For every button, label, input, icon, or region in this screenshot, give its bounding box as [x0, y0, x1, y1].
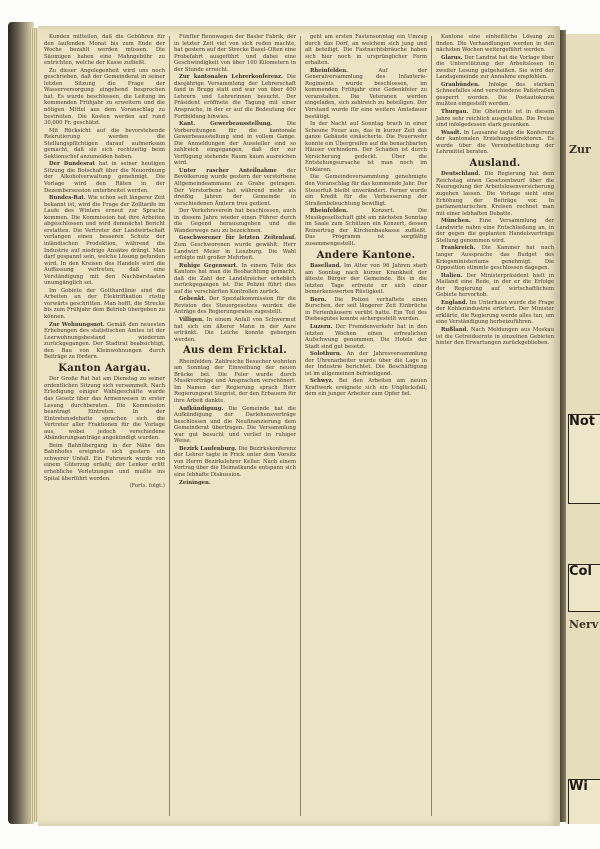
paragraph	[174, 296, 296, 316]
inline-heading: Rheinfelden.	[310, 208, 348, 215]
paragraph	[174, 406, 296, 445]
paragraph	[174, 480, 296, 487]
paragraph	[305, 378, 427, 398]
advertisement-text: Wi	[569, 779, 588, 794]
inline-heading: England.	[441, 299, 468, 306]
inline-heading: Baselland.	[310, 263, 342, 270]
paragraph-text: In einem Teile des Kantons hat man die Beobachtung gemacht, daß die Zahl der Landstreicher erheblich zurückgegangen ist. Die Polizei führt dies auf die verschärften Kontrollen zurück.	[174, 262, 296, 295]
paragraph-text: Infolge des starken Schneefalles sind verschiedene Paßstraßen gesperrt worden. Die Postautokurse mußten eingestellt werden.	[436, 81, 554, 108]
paragraph	[174, 168, 296, 207]
paragraph: Kunden mitteilen, daß die Gebühren für den laufenden Monat bis zum Ende der Woche bezahlt werden müssen. Die Säumigen haben eine Mahngebühr zu entrichten, welche der Kasse zufließt.	[44, 34, 165, 67]
column-rule	[169, 36, 170, 816]
paragraph-text: Wie schon seit längerer Zeit bekannt ist, wird die Frage der Zolltarife im Laufe des Winters erneut zur Sprache kommen. Die Kommission hat ihre Arbeiten abgeschlossen und wird demnächst Bericht erstatten. Die Vertreter der Landwirtschaft verlangen einen besseren Schutz der inländischen Produktion, während die Industrie auf niedrige Ansätze drängt. Man darf gespannt sein, welche Lösung gefunden wird. In den Kreisen des Handels wird die Auffassung vertreten, daß eine Verständigung mit den Nachbarstaaten unumgänglich sei.	[44, 195, 165, 287]
continuation-note: (Forts. folgt.)	[129, 483, 165, 490]
advertisement-box	[568, 414, 600, 504]
inline-heading: Bezirk Laufenburg.	[179, 445, 237, 452]
paragraph	[436, 109, 554, 129]
column-2	[174, 34, 296, 818]
inline-heading: Zeiningen.	[179, 479, 211, 486]
paragraph	[174, 317, 296, 343]
paragraph	[305, 263, 427, 296]
paragraph-text: hat in seiner heutigen Sitzung die Botschaft über die Neuordnung der Alkoholverwaltung genehmigt. Die Vorlage wird den Räten in der Dezembersession unterbreitet werden.	[44, 161, 165, 194]
paragraph	[436, 218, 554, 244]
paragraph: geht am ersten Fastensonntag ein Umzug durch das Dorf, an welchem sich jung und alt beteiligt. Die Fastnachtsbräuche haben sich hier noch in ursprünglicher Form erhalten.	[305, 34, 427, 67]
paragraph-text: Konzert. Die Musikgesellschaft gibt am nächsten Sonntag im Saale zum Schützen ein Konzert, dessen Reinertrag der Kirchenbaukasse zufließt. Das Programm ist sorgfältig zusammengestellt.	[305, 208, 427, 247]
inline-heading: Rheinfelden.	[310, 67, 348, 74]
paragraph: Beim Bahnübergang in der Nähe des Bahnhofes ereignete sich gestern ein schwerer Unfall. Ein Fuhrwerk wurde von einem Güterzug erfaßt; der Lenker erlitt erhebliche Verletzungen und mußte ins Spital überführt werden.	[44, 442, 165, 482]
advertisement-box	[568, 564, 600, 612]
paragraph-text: Der Landrat hat die Vorlage über die Unterstützung der Arbeitslosen in zweiter Lesung gutgeheißen. Sie wird der Landsgemeinde zur Annahme empfohlen.	[436, 54, 554, 81]
inline-heading: Zur Wohnungsnot.	[49, 321, 105, 328]
newspaper-page	[38, 26, 560, 826]
paragraph	[305, 351, 427, 377]
paragraph	[305, 68, 427, 120]
paragraph-text: Zum Geschworenen wurde gewählt: Herr Landwirt Meier in Lenzburg. Die Wahl erfolgte mit großer Mehrheit.	[174, 241, 296, 262]
inline-heading: Zur kantonalen Lehrerkonferenz.	[179, 74, 283, 81]
inline-heading: Luzern.	[310, 323, 333, 330]
inline-heading: Bundes-Rat.	[49, 195, 86, 202]
paragraph	[174, 446, 296, 479]
inline-heading: Italien.	[441, 272, 463, 279]
inline-heading: Ruhige Gegenwart.	[179, 262, 238, 269]
paragraph	[174, 121, 296, 167]
paragraph-text: Eine Versammlung der Landwirte nahm eine Entschließung an, in der gegen die geplanten Handelsverträge Stellung genommen wird.	[436, 218, 554, 244]
paragraph-text: Die diesjährige Versammlung der Lehrerschaft fand in Brugg statt und war von über 400 Lehrern und Lehrerinnen besucht. Der Präsident eröffnete die Tagung mit einer Ansprache, in der er auf die Bedeutung der Fortbildung hinwies.	[174, 74, 296, 120]
paragraph	[436, 327, 554, 347]
paragraph: Der Verkehrsverein hat beschlossen, auch in diesem Jahre wieder einen Führer durch die Gegend herauszugeben und die Wanderwege neu zu bezeichnen.	[174, 208, 296, 234]
paragraph-text: Die Polizei verhaftete einen Burschen, der seit längerer Zeit Einbrüche in Ferienhäusern verübt hatte. Ein Teil des Diebesgutes konnte sichergestellt werden.	[305, 296, 427, 323]
paragraph-text: Die Regierung hat dem Reichstag einen Gesetzentwurf über die Neuregelung der Arbeitslosenversicherung zugehen lassen. Die Vorlage sieht eine Erhöhung der Beiträge vor. In parlamentarischen Kreisen rechnet man mit einer lebhaften Debatte.	[436, 171, 554, 217]
paragraph: Kantone eine einheitliche Lösung zu finden. Die Verhandlungen werden in den nächsten Wochen weitergeführt werden.	[436, 34, 554, 54]
column-1	[44, 34, 165, 818]
paragraph-text: Die Obsternte ist in diesem Jahre sehr reichlich ausgefallen. Die Preise sind infolgedessen stark gesunken.	[436, 109, 554, 129]
paragraph-text: Bei den Arbeiten am neuen Kraftwerk ereignete sich ein Unglücksfall, dem ein junger Arbeiter zum Opfer fiel.	[305, 378, 427, 398]
paragraph	[305, 324, 427, 350]
section-headline: Kanton Aargau.	[58, 362, 151, 374]
inline-heading: Waadt.	[441, 129, 462, 136]
paragraph-text: Der Ministerpräsident hielt in Mailand eine Rede, in der er die Erfolge der Regierung auf wirtschaftlichem Gebiete hervorhob.	[436, 272, 554, 299]
inline-heading: Gebenkt.	[179, 296, 206, 303]
inline-heading: Villigen.	[179, 316, 204, 323]
paragraph-text: Die Gemeinde hat die Aufkündigung der Darlehensverträge beschlossen und die Neufinanzierung dem Gemeinderat übertragen. Die Versammlung war gut besucht und verlief in ruhiger Weise.	[174, 405, 296, 445]
paragraph: In der Nacht auf Sonntag brach in einer Scheune Feuer aus, das in kurzer Zeit das ganze Gebäude einäscherte. Die Feuerwehr konnte ein Übergreifen auf die benachbarten Häuser verhindern. Der Schaden ist durch Versicherung gedeckt. Über die Entstehungsursache ist man noch im Unklaren.	[305, 121, 427, 173]
inline-heading: München.	[441, 218, 471, 225]
paragraph	[436, 300, 554, 326]
inline-heading: Solothurn.	[310, 351, 342, 358]
paragraph: Zu dieser Angelegenheit wird uns noch geschrieben, daß der Gemeinderat in seiner letzten Sitzung die Frage der Wasserversorgung eingehend besprochen hat. Es wurde beschlossen, die Leitung im kommenden Frühjahr zu erweitern und die nötigen Mittel aus dem Voranschlag zu bestreiten. Die Kosten werden auf rund 30,000 Fr. geschätzt.	[44, 67, 165, 127]
paragraph-text: der Bevölkerung wurde gestern der verstorbene Altgemeindeammann zu Grabe getragen. Der Verstorbene hat während mehr als dreißig Jahren der Gemeinde in verschiedenen Ämtern treu gedient.	[174, 167, 296, 207]
paragraph-text: Im Alter von 96 Jahren starb am Sonntag nach kurzer Krankheit der älteste Bürger der Gemeinde. Bis in die letzten Tage erfreute er sich einer bemerkenswerten Rüstigkeit.	[305, 263, 427, 296]
paragraph-text: Der Fremdenverkehr hat in den letzten Wochen einen erfreulichen Aufschwung genommen. Die Hotels der Stadt sind gut besetzt.	[305, 323, 427, 350]
paragraph-text: Der Spezialkommission für die Revision des Steuergesetzes wurden die Anträge des Regierungsrates zugestellt.	[174, 296, 296, 316]
column-rule	[300, 36, 301, 816]
inline-heading: Geschworener für letzten Zeitenlauf.	[179, 235, 296, 242]
advertisement-text: Nerv	[569, 618, 599, 631]
paragraph	[174, 263, 296, 296]
column-rule	[431, 36, 432, 816]
paragraph	[436, 171, 554, 217]
paragraph	[436, 82, 554, 108]
paragraph-text: Im Unterhaus wurde die Frage der Kohlenindustrie erörtert. Der Minister erklärte, die Regierung werde alles tun, um eine Verständigung herbeizuführen.	[436, 299, 554, 326]
paragraph	[174, 74, 296, 120]
paragraph	[436, 130, 554, 156]
inline-heading: Frankreich.	[441, 245, 476, 252]
inline-heading: Thurgau.	[441, 109, 469, 116]
inline-heading: Unter rascher Anteilnahme	[179, 167, 277, 174]
inline-heading: Kant. Gewerbeausstellung.	[179, 121, 273, 128]
paragraph: Rheinfelden. Zahlreiche Besucher wohnten am Sonntag der Einweihung der neuen Brücke bei. Die Feier wurde durch Musikvorträge und Ansprachen verschönert. Im Namen der Regierung sprach Herr Regierungsrat Siegrist, der den Erbauern für ihre Arbeit dankte.	[174, 358, 296, 404]
inline-heading: Deutschland.	[441, 171, 481, 178]
facing-page-heading: Zur	[569, 143, 591, 156]
paragraph-text: Nach Meldungen aus Moskau ist die Getreideernte in einzelnen Gebieten hinter den Erwartungen zurückgeblieben.	[436, 326, 554, 347]
paragraph	[305, 208, 427, 247]
paragraph: Im Gebiete der Gotthardlinie sind die Arbeiten an der Elektrifikation rüstig vorwärts geschritten. Man hofft, die Strecke bis zum Frühjahr dem Betrieb übergeben zu können.	[44, 287, 165, 320]
paragraph-text: Gemäß den neuesten Erhebungen des statistischen Amtes ist der Leerwohnungsbestand wiederum zurückgegangen. Der Stadtrat beabsichtigt, den Bau von Kleinwohnungen durch Beiträge zu fördern.	[44, 321, 165, 361]
paragraph-text: In einem Anfall von Schwermut hat sich ein älterer Mann in der Aare ertränkt. Die Leiche konnte geborgen werden.	[174, 316, 296, 343]
column-4	[436, 34, 554, 818]
paragraph-text: In Lausanne tagte die Konferenz der kantonalen Erziehungsdirektoren. Es wurde über die Vereinheitlichung der Lehrmittel beraten.	[436, 129, 554, 156]
paragraph	[305, 297, 427, 323]
section-headline: Andere Kantone.	[316, 249, 416, 261]
inline-heading: Der Bundesrat	[49, 161, 95, 168]
section-headline: Ausland.	[469, 157, 521, 169]
paragraph-text: An der Jahresversammlung der Uhrenarbeiter wurde über die Lage in der Industrie berichtet. Die Beschäftigung ist im allgemeinen befriedigend.	[305, 351, 427, 377]
paragraph: Die Gemeindeversammlung genehmigte den Voranschlag für das kommende Jahr. Der Steuerfuß bleibt unverändert. Ferner wurde ein Kredit für die Verbesserung der Straßenbeleuchtung bewilligt.	[305, 174, 427, 207]
paragraph-text: Die Vorbereitungen für die kantonale Gewerbeausstellung sind in vollem Gange. Die Anmeldungen der Aussteller sind so zahlreich eingegangen, daß der zur Verfügung stehende Raum kaum ausreichen wird.	[174, 121, 296, 167]
paragraph	[44, 195, 165, 287]
inline-heading: Schwyz.	[310, 378, 334, 385]
paragraph: Mit Rücksicht auf die bevorstehende Rekrutierung werden die Stellungspflichtigen darauf aufmerksam gemacht, daß sie sich rechtzeitig beim Sektionschef anzumelden haben.	[44, 127, 165, 160]
paragraph	[436, 245, 554, 271]
paragraph	[436, 273, 554, 299]
advertisement-text: Not	[569, 414, 596, 429]
paragraph-text: Die Kammer hat nach langer Aussprache das Budget des Kriegsministeriums genehmigt. Die Opposition stimmte geschlossen dagegen.	[436, 245, 554, 272]
inline-heading: Rußland.	[441, 326, 469, 333]
facing-page	[566, 34, 600, 824]
paragraph	[44, 322, 165, 361]
section-headline: Aus dem Fricktal.	[182, 345, 288, 357]
paragraph	[174, 235, 296, 261]
inline-heading: Aufkündigung.	[179, 405, 224, 412]
advertisement-text: Col	[569, 564, 592, 579]
advertisement-box	[568, 779, 600, 824]
inline-heading: Graubünden.	[441, 81, 480, 88]
paragraph	[436, 55, 554, 81]
column-3	[305, 34, 427, 818]
paragraph-text: Auf der Generalversammlung des Infanterie-Regiments wurde beschlossen, im kommenden Frühjahr eine Gedenkfeier zu veranstalten. Die Veteranen werden eingeladen, sich zahlreich zu beteiligen. Der Vorstand wurde für eine weitere Amtsdauer bestätigt.	[305, 67, 427, 120]
inline-heading: Bern.	[310, 296, 327, 303]
inline-heading: Glarus.	[441, 54, 463, 61]
paragraph	[44, 161, 165, 194]
paragraph: Der Große Rat hat am Dienstag zu seiner ordentlichen Sitzung sich versammelt. Nach Erledigung einiger Wahlgeschäfte wurde das Gesetz über das Armenwesen in erster Lesung durchberaten. Die Kommission beantragt Eintreten. In der Eintretensdebatte sprachen sich die Vertreter aller Fraktionen für die Vorlage aus, wobei jedoch verschiedene Abänderungsanträge angekündigt wurden.	[44, 376, 165, 442]
paragraph: Fünfter Rennwagen der Basler Fabrik, der in letzter Zeit viel von sich reden machte, hat gestern auf der Strecke Basel–Olten eine Probefahrt ausgeführt und dabei eine Geschwindigkeit von über 100 Kilometern in der Stunde erreicht.	[174, 34, 296, 73]
paragraph-text: Die Bezirkskonferenz der Lehrer tagte in Frick unter dem Vorsitz von Herrn Bezirkslehrer Keller. Nach einem Vortrag über die Heimatkunde entspann sich eine lebhafte Diskussion.	[174, 445, 296, 478]
